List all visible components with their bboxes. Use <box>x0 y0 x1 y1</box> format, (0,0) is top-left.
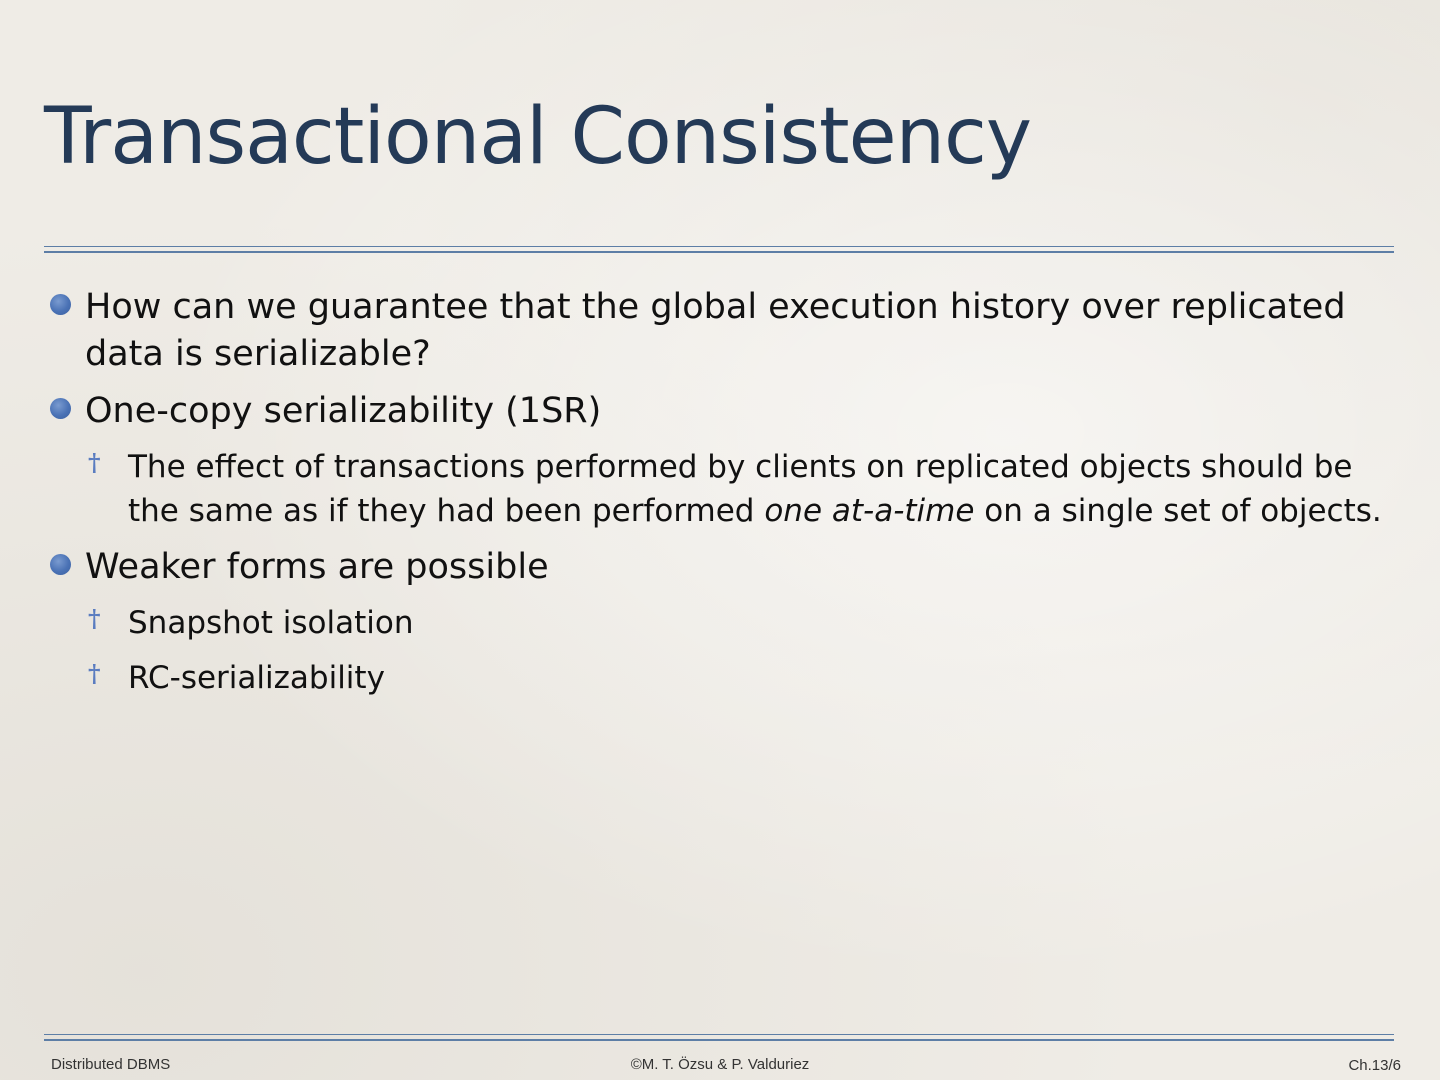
dagger-bullet-icon: † <box>88 659 101 688</box>
circle-bullet-icon <box>50 554 71 575</box>
dagger-bullet-icon: † <box>88 604 101 633</box>
circle-bullet-icon <box>50 398 71 419</box>
footer-divider <box>44 1034 1394 1041</box>
sub-bullet-item <box>48 601 1398 645</box>
bullet-text: Weaker forms are possible <box>85 547 549 587</box>
sub-bullet-item <box>48 656 1398 700</box>
footer-page-number: Ch.13/6 <box>1348 1057 1401 1074</box>
dagger-bullet-icon: † <box>88 448 101 477</box>
sub-bullet-text-start: The effect of transactions performed by clients on replicated objects should be the same as if they had been performed <box>128 449 1353 529</box>
sub-bullet-text-end: on a single set of objects. <box>974 493 1382 529</box>
sub-bullet-item <box>48 445 1398 533</box>
bullet-item <box>48 544 1398 591</box>
sub-bullet-text: RC-serializability <box>128 660 385 696</box>
bullet-item <box>48 388 1398 435</box>
sub-bullet-text: Snapshot isolation <box>128 605 414 641</box>
bullet-item <box>48 284 1398 378</box>
sub-bullet-text <box>128 449 1382 529</box>
title-divider <box>44 246 1394 253</box>
bullet-text: How can we guarantee that the global execution history over replicated data is serializable? <box>85 287 1346 374</box>
slide-title: Transactional Consistency <box>44 92 1032 182</box>
footer-copyright: ©M. T. Özsu & P. Valduriez <box>630 1056 810 1073</box>
footer-course-name: Distributed DBMS <box>51 1056 171 1073</box>
circle-bullet-icon <box>50 294 71 315</box>
emphasized-text: one at-a-time <box>764 493 975 529</box>
slide-body <box>48 284 1398 711</box>
bullet-text: One-copy serializability (1SR) <box>85 391 602 431</box>
